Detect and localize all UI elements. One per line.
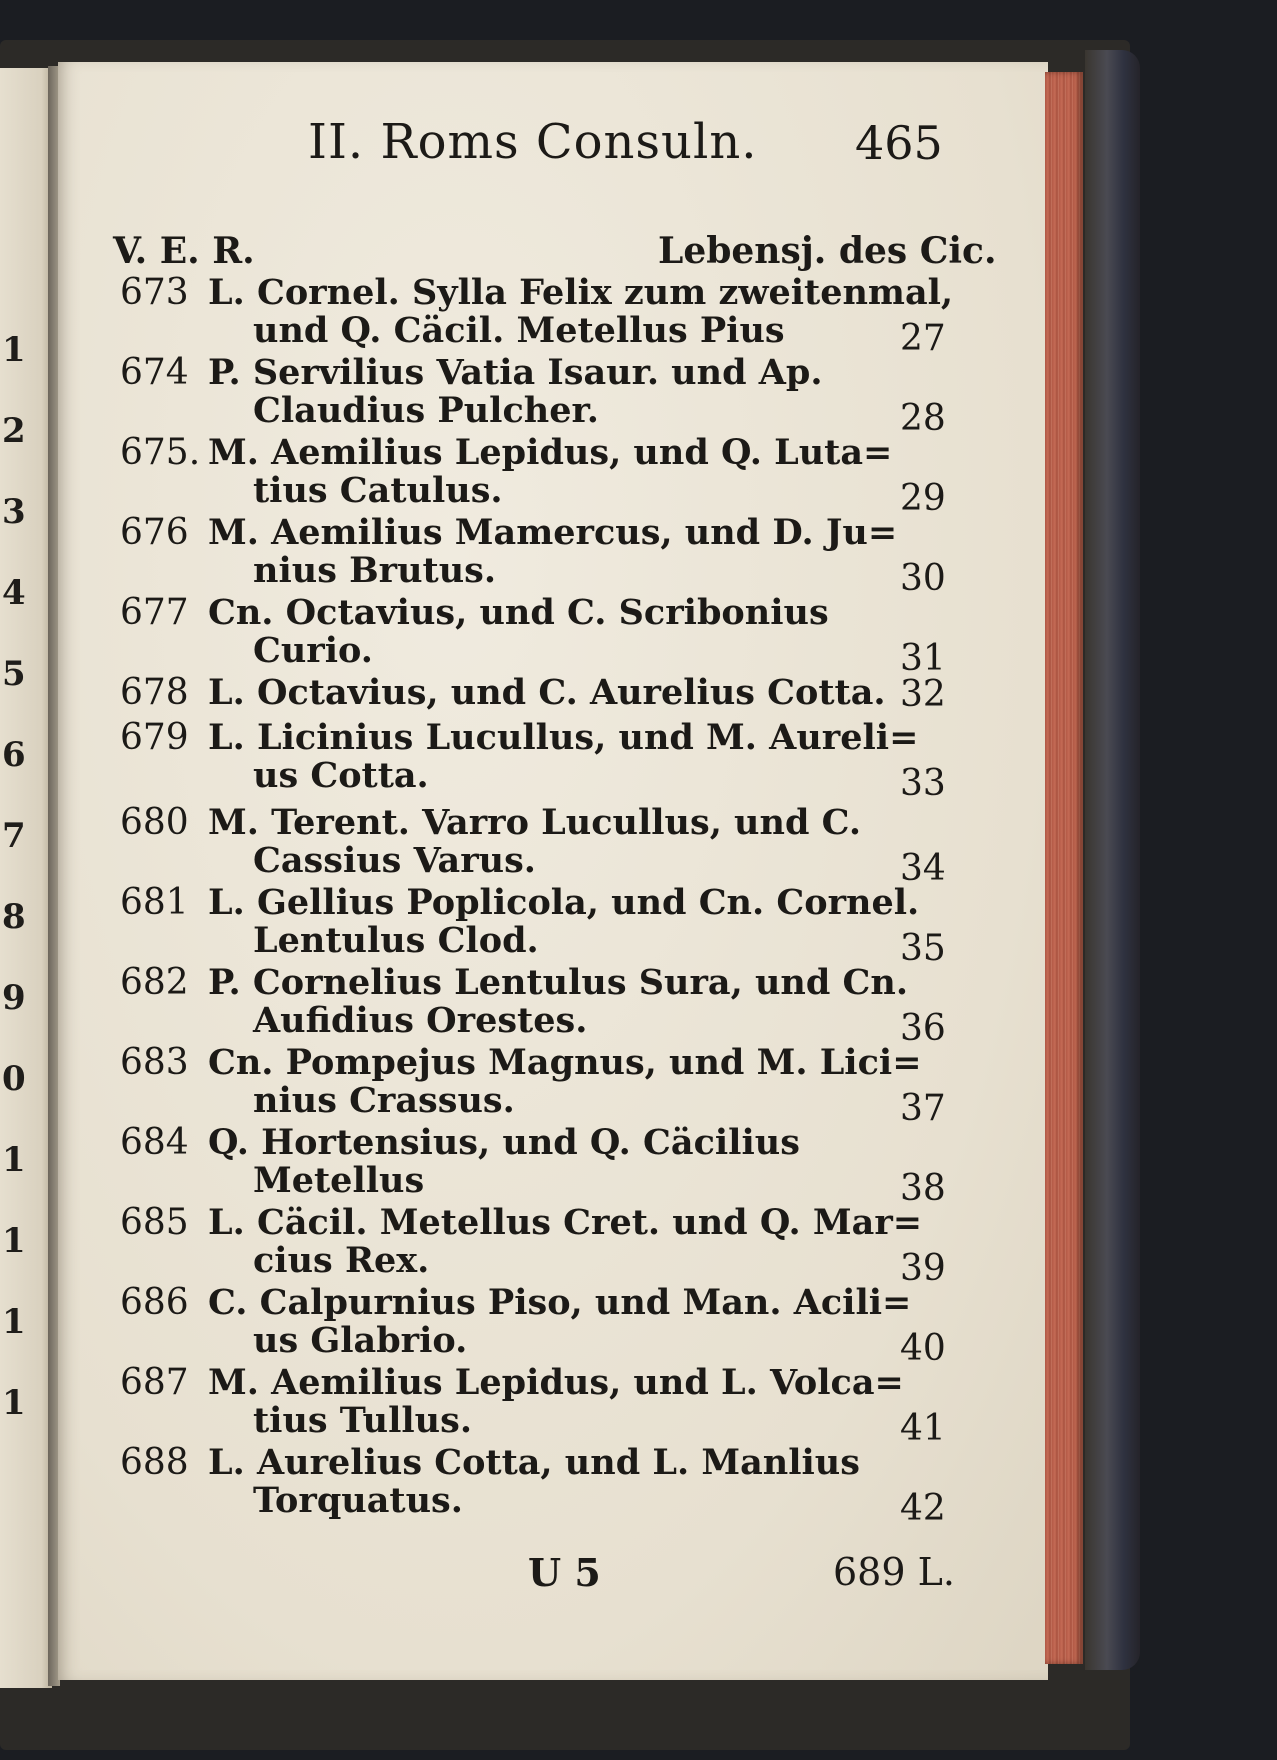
entry-consuls-line1: M. Aemilius Lepidus, und Q. Luta=: [208, 432, 893, 473]
red-fore-edge: [1045, 72, 1083, 1664]
consul-entry: [58, 1122, 1048, 1209]
entry-cicero-age: 37: [900, 1088, 946, 1129]
consul-entry: [58, 962, 1048, 1049]
entry-consuls-line1: M. Terent. Varro Lucullus, und C.: [208, 802, 862, 843]
margin-digit: 8: [2, 897, 26, 937]
entry-consuls-line2: Torquatus.: [253, 1480, 463, 1521]
margin-digit: 0: [2, 1059, 26, 1099]
catchword: 689 L.: [833, 1550, 955, 1594]
entry-consuls-line1: Cn. Octavius, und C. Scribonius: [208, 592, 829, 633]
margin-digit: 1: [2, 1140, 26, 1180]
entry-cicero-age: 35: [900, 928, 946, 969]
entry-year: 686: [120, 1282, 189, 1323]
entry-year: 677: [120, 592, 189, 633]
page-number: 465: [855, 116, 943, 170]
column-heading-age: Lebensj. des Cic.: [658, 230, 997, 272]
consul-entry: [58, 352, 1048, 439]
entry-cicero-age: 32: [900, 674, 946, 715]
margin-digit: 1: [2, 1221, 26, 1261]
entry-cicero-age: 38: [900, 1168, 946, 1209]
consul-entry: [58, 717, 1048, 804]
entry-consuls-line2: Lentulus Clod.: [253, 920, 539, 961]
entry-cicero-age: 40: [900, 1328, 946, 1369]
entry-cicero-age: 27: [900, 318, 946, 359]
margin-digit: 4: [2, 573, 26, 613]
column-heading-year: V. E. R.: [113, 230, 255, 272]
margin-digit: 6: [2, 735, 26, 775]
entry-consuls-line2: cius Rex.: [253, 1240, 430, 1281]
entry-consuls-line1: Q. Hortensius, und Q. Cäcilius: [208, 1122, 800, 1163]
consul-entry: [58, 802, 1048, 889]
margin-digit: 2: [2, 411, 26, 451]
previous-page-margin-digits: [2, 330, 32, 1464]
entry-year: 687: [120, 1362, 189, 1403]
entry-consuls-line1: C. Calpurnius Piso, und Man. Acili=: [208, 1282, 912, 1323]
entry-consuls-line2: Cassius Varus.: [253, 840, 536, 881]
running-head: II. Roms Consuln.: [308, 114, 758, 170]
entry-year: 679: [120, 717, 189, 758]
page-content: [58, 62, 1048, 1680]
entry-year: 680: [120, 802, 189, 843]
entry-consuls-line1: L. Aurelius Cotta, und L. Manlius: [208, 1442, 860, 1483]
entry-year: 675.: [120, 432, 201, 473]
entry-year: 678: [120, 672, 189, 713]
entry-consuls-line1: L. Cornel. Sylla Felix zum zweitenmal,: [208, 272, 954, 313]
consul-entry: [58, 1282, 1048, 1369]
consul-entry: [58, 432, 1048, 519]
consul-entry: [58, 672, 1048, 715]
consul-entry: [58, 1362, 1048, 1449]
entry-year: 676: [120, 512, 189, 553]
entry-cicero-age: 29: [900, 478, 946, 519]
page-footer: [58, 1550, 1048, 1610]
entry-consuls-line1: M. Aemilius Lepidus, und L. Volca=: [208, 1362, 904, 1403]
entry-cicero-age: 28: [900, 398, 946, 439]
consul-entry: [58, 592, 1048, 679]
margin-digit: 7: [2, 816, 26, 856]
previous-page-edge: [0, 68, 52, 1688]
entry-consuls-line2: tius Catulus.: [253, 470, 503, 511]
entry-consuls-line2: Claudius Pulcher.: [253, 390, 599, 431]
book-spine-edge: [1085, 50, 1140, 1670]
entry-consuls-line2: Curio.: [253, 630, 373, 671]
signature-mark: U 5: [528, 1550, 601, 1595]
page-header: [58, 114, 1048, 184]
entry-consuls-line2: us Glabrio.: [253, 1320, 468, 1361]
entry-cicero-age: 39: [900, 1248, 946, 1289]
entry-year: 674: [120, 352, 189, 393]
entry-year: 681: [120, 882, 189, 923]
consul-entry: [58, 1442, 1048, 1529]
entry-year: 685: [120, 1202, 189, 1243]
entry-cicero-age: 31: [900, 638, 946, 679]
consul-entry: [58, 882, 1048, 969]
entry-consuls-line1: P. Cornelius Lentulus Sura, und Cn.: [208, 962, 908, 1003]
entry-consuls-line2: und Q. Cäcil. Metellus Pius: [253, 310, 785, 351]
margin-digit: 1: [2, 330, 26, 370]
entry-consuls-line1: M. Aemilius Mamercus, und D. Ju=: [208, 512, 898, 553]
consul-entry: [58, 272, 1048, 359]
entry-consuls-line2: Metellus: [253, 1160, 425, 1201]
entry-consuls-line1: L. Cäcil. Metellus Cret. und Q. Mar=: [208, 1202, 923, 1243]
entry-year: 683: [120, 1042, 189, 1083]
margin-digit: 1: [2, 1302, 26, 1342]
entry-consuls-line1: P. Servilius Vatia Isaur. und Ap.: [208, 352, 823, 393]
margin-digit: 9: [2, 978, 26, 1018]
entry-consuls-line2: us Cotta.: [253, 755, 429, 796]
entry-cicero-age: 34: [900, 848, 946, 889]
entry-cicero-age: 33: [900, 763, 946, 804]
entry-year: 673: [120, 272, 189, 313]
entry-year: 688: [120, 1442, 189, 1483]
entry-year: 682: [120, 962, 189, 1003]
entry-cicero-age: 42: [900, 1488, 946, 1529]
entry-cicero-age: 30: [900, 558, 946, 599]
entry-cicero-age: 36: [900, 1008, 946, 1049]
margin-digit: 3: [2, 492, 26, 532]
entry-consuls-line2: nius Brutus.: [253, 550, 497, 591]
entry-consuls-line1: Cn. Pompejus Magnus, und M. Lici=: [208, 1042, 922, 1083]
entry-cicero-age: 41: [900, 1408, 946, 1449]
entry-consuls-line2: nius Crassus.: [253, 1080, 515, 1121]
margin-digit: 1: [2, 1383, 26, 1423]
entry-year: 684: [120, 1122, 189, 1163]
entry-consuls-line1: L. Licinius Lucullus, und M. Aureli=: [208, 717, 919, 758]
consul-entry: [58, 512, 1048, 599]
consul-entry: [58, 1202, 1048, 1289]
entry-consuls-line1: L. Gellius Poplicola, und Cn. Cornel.: [208, 882, 920, 923]
margin-digit: 5: [2, 654, 26, 694]
entry-consuls-line2: Aufidius Orestes.: [253, 1000, 588, 1041]
entry-consuls-line2: tius Tullus.: [253, 1400, 473, 1441]
entry-consuls-line1: L. Octavius, und C. Aurelius Cotta.: [208, 672, 886, 713]
consul-entry: [58, 1042, 1048, 1129]
